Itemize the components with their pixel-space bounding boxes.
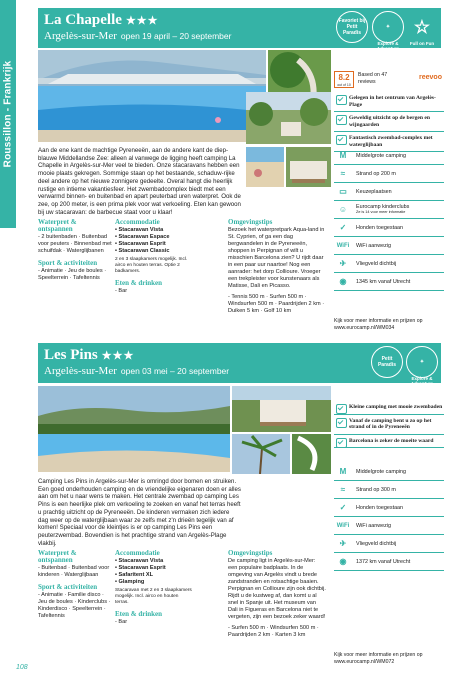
highlight-item: Geweldig uitzicht op de bergen en wijngaarden (334, 115, 444, 132)
facility-item: ≈ Strand op 300 m (334, 481, 444, 499)
highlight-item: Vanaf de camping bent u zo op het strand of in de Pyreneeën (334, 418, 444, 435)
section-heading: Omgevingstips (228, 218, 273, 226)
pool-photo (38, 386, 230, 472)
section-heading: Accommodatie (115, 549, 160, 557)
accommodation-note: 2 en 3 slaapkamers mogelijk. Incl. airco en houten terras. Optie 2 badkamers. (115, 257, 188, 274)
facility-item: M Middelgrote camping (334, 147, 444, 165)
petit-paradis-badge-icon: Favoriet bij Petit Paradis (336, 11, 368, 43)
facility-item: ▭ Keuzeplaatsen (334, 183, 444, 201)
palm-photo (232, 434, 290, 474)
facility-item: ✈ Vliegveld dichtbij (334, 255, 444, 273)
camping-description: Camping Les Pins in Argelès-sur-Mer is omringd door bomen en struiken. Een goed onderhouden camping en de vriendelijke eigenaren doen er alles aan om het u naar wens te maken. Het centrale zwembad op camping Les Pins is een heerlijke plek om verkoeling te zoeken en vanaf het terras heeft u prachtig uitzicht op de Pyreneeën. De kinderen vermaken zich iedere dag weer op de waterglijbaan waar ze zelfs met z'n drieën tegelijk van af komen! Speciaal voor de kleintjes is er op camping Les Pins een peuterzwembad. Bovendien is het prachtige strand van Argelès-Plage vlakbij. (38, 478, 241, 547)
sport-list: - Animatie · Familie disco · Jeu de boules · Kinderclubs · Kinderdisco · Speelterrein · Tafeltennis (38, 592, 111, 619)
distances: - Tennis 500 m · Surfen 500 m · Windsurfen 500 m · Paardrijden 2 km · Duiken 5 km · Golf 10 km (228, 294, 325, 314)
facility-item: ≈ Strand op 200 m (334, 165, 444, 183)
section-heading: Sport & activiteiten (38, 259, 98, 267)
accommodation-item: • Glamping (115, 579, 145, 585)
section-heading: Waterpret & ontspannen (38, 549, 77, 564)
section-heading: Omgevingstips (228, 549, 273, 557)
size-icon: M (339, 151, 347, 160)
section-heading: Eten & drinken (115, 279, 163, 287)
section-heading: Accommodatie (115, 218, 160, 226)
accommodation-item: • Stacaravan Espace (115, 234, 170, 240)
mobile-home-photo (232, 386, 331, 432)
badge-label: Explore & Adventure (376, 41, 400, 51)
star-badge-icon: ☆ (413, 17, 431, 37)
distances: - Surfen 500 m · Windsurfen 500 m · Paardrijden 2 km · Karten 3 km (228, 625, 319, 638)
accommodation-item: • Stacaravan Classic (115, 248, 170, 254)
facility-item: ✈ Vliegveld dichtbij (334, 535, 444, 553)
facility-item: ✓ Honden toegestaan (334, 219, 444, 237)
beach-photo (246, 147, 284, 187)
highlight-item: Barcelona is zeker de moeite waard (334, 438, 444, 449)
dog-icon: ✓ (339, 503, 347, 512)
explore-adventure-icon: ✦ (406, 346, 438, 378)
camping-dates: open 19 april – 20 september (120, 31, 232, 41)
airplane-icon: ✈ (339, 259, 347, 268)
airplane-icon: ✈ (339, 539, 347, 548)
accommodation-item: • Stacaravan Vista (115, 558, 164, 564)
review-count: Based on 47 reviews (358, 72, 388, 85)
section-heading: Eten & drinken (115, 610, 163, 618)
surroundings-column (228, 219, 326, 315)
surroundings-text: De camping ligt in Argelès-sur-Mer: een populaire badplaats. In de omgeving van Argelès vindt u brede zandstranden en rotsachtige baaien. Perpignan en Collioure zijn ook dichtbij. Rijdt u de kustweg af, dan komt u al snel in Spanje uit. Het museum van Dali in Figueras en Barcelona niet te vergeten, zijn een bezoek zeker waard! (228, 558, 326, 620)
region-side-tab: Roussillon - Frankrijk (0, 0, 16, 228)
wifi-icon: WiFi (336, 242, 350, 249)
accommodation-item: • Stacaravan Esprit (115, 565, 166, 571)
facility-item: ◉ 1372 km vanaf Utrecht (334, 553, 444, 571)
facility-item: M Middelgrote camping (334, 463, 444, 481)
star-rating: ★★★ (101, 350, 135, 362)
camping-name: Les Pins (44, 347, 98, 363)
petit-paradis-badge-icon: Petit Paradis (371, 346, 403, 378)
pitch-icon: ▭ (339, 187, 347, 196)
highlight-item: Fantastisch zwembad-complex met waterglijbaan (334, 135, 444, 152)
facility-item: WiFi WiFi aanwezig (334, 237, 444, 255)
camping-header (38, 343, 441, 386)
dog-icon: ✓ (339, 223, 347, 232)
accommodation-item: • Stacaravan Vista (115, 227, 164, 233)
review-widget (334, 71, 444, 91)
pool-photo (38, 50, 266, 142)
highlights-list (334, 95, 444, 155)
camping-location: Argelès-sur-Mer (44, 30, 117, 42)
star-rating: ★★★ (125, 15, 159, 27)
facility-item: ◉ 1345 km vanaf Utrecht (334, 273, 444, 291)
mobile-home-photo (286, 147, 331, 187)
amenities-column (38, 550, 112, 620)
food-list: - Bar (115, 288, 128, 294)
badge-label: Explore & Adventure (410, 376, 434, 386)
accommodation-column (115, 550, 193, 626)
facility-item: ✓ Honden toegestaan (334, 499, 444, 517)
camping-location: Argelès-sur-Mer (44, 365, 117, 377)
page-number: 108 (16, 664, 28, 671)
facility-item: WiFi WiFi aanwezig (334, 517, 444, 535)
highlight-item: Kleine camping met mooie zwembaden (334, 404, 444, 415)
facility-item: ☺ Eurocamp kinderclubs Ze is 14 voor meer informatie (334, 201, 444, 219)
camping-name: La Chapelle (44, 12, 122, 28)
review-score: 8.2 out of 10 (334, 71, 354, 88)
section-heading: Waterpret & ontspannen (38, 218, 77, 233)
size-icon: M (339, 467, 347, 476)
more-info-link[interactable]: Kijk voor meer informatie en prijzen op www.eurocamp.nl/WM072 (334, 652, 423, 665)
slide-photo (292, 434, 331, 474)
accommodation-item: • Safaritent XL (115, 572, 154, 578)
more-info-link[interactable]: Kijk voor meer informatie en prijzen op www.eurocamp.nl/WM034 (334, 318, 423, 331)
wifi-icon: WiFi (336, 522, 350, 529)
facilities-list (334, 147, 444, 291)
garden-photo (246, 92, 331, 144)
water-list: - 2 buitenbaden · Buitenbad voor peuters · Binnenbad met schuifdak · Waterglijbanen (38, 234, 112, 254)
camping-dates: open 03 mei – 20 september (120, 366, 230, 376)
section-heading: Sport & activiteiten (38, 583, 98, 591)
beach-icon: ≈ (340, 485, 346, 494)
beach-icon: ≈ (340, 169, 346, 178)
camping-description: Aan de ene kant de machtige Pyreneeën, aan de andere kant de diep-blauwe Middellandse Zee: alleen al vanwege de ligging heeft camping La Chapelle in Argelès-sur-Mer veel te bieden. Onze stacaravans hebben een mooie plaats gekregen. Sommige staan op het bestaande, schaduw-rijke deel andere op het nieuwe zonnigere gedeelte. Overal hangt die heerlijk rustige en intieme vakantiesfeer. Het zwembadcomplex biedt met een verwarmd binnen- en buitenbad en apart peuterbad uren waterpret. Ook de zee, op 200 meter, is een prima plek voor wat verkoeling. Eten kan gewoon bij uw stacaravan: de barbecue staat voor u klaar! (38, 147, 241, 216)
accommodation-item: • Stacaravan Esprit (115, 241, 166, 247)
food-list: - Bar (115, 619, 128, 625)
water-list: - Buitenbad · Buitenbad voor kinderen · Waterglijbaan (38, 565, 110, 578)
kids-club-icon: ☺ (338, 205, 348, 214)
sport-list: - Animatie · Jeu de boules · Speelterrein · Tafeltennis (38, 268, 107, 281)
reevoo-logo: reevoo (419, 74, 442, 81)
highlight-item: Gelegen in het centrum van Argelès-Plage (334, 95, 444, 112)
camping-header (38, 8, 441, 51)
facilities-list (334, 463, 444, 571)
car-icon: ◉ (339, 277, 347, 286)
car-icon: ◉ (339, 557, 347, 566)
surroundings-text: Bezoek het waterpretpark Aqua-land in St. Cyprien, of ga een dag bergwandelen in de Pyreneeën, shoppen in Perpignan of wilt u misschien Barcelona zien? U rijdt daar in een paar uur naartoe! Nog een aanrader: het dorp Collioure. Vroeger een trekpleister voor kunstenaars als Matisse, Dali en Picasso. (228, 227, 325, 289)
amenities-column (38, 219, 112, 282)
highlights-list (334, 404, 444, 451)
explore-adventure-icon: ✦ (372, 11, 404, 43)
accommodation-column (115, 219, 193, 295)
badge-label: Full on Fun (409, 41, 435, 46)
accommodation-note: Stacaravan met 2 en 3 slaapkamers mogelijk. Incl. airco en houten terras. (115, 588, 192, 605)
surroundings-column (228, 550, 326, 639)
